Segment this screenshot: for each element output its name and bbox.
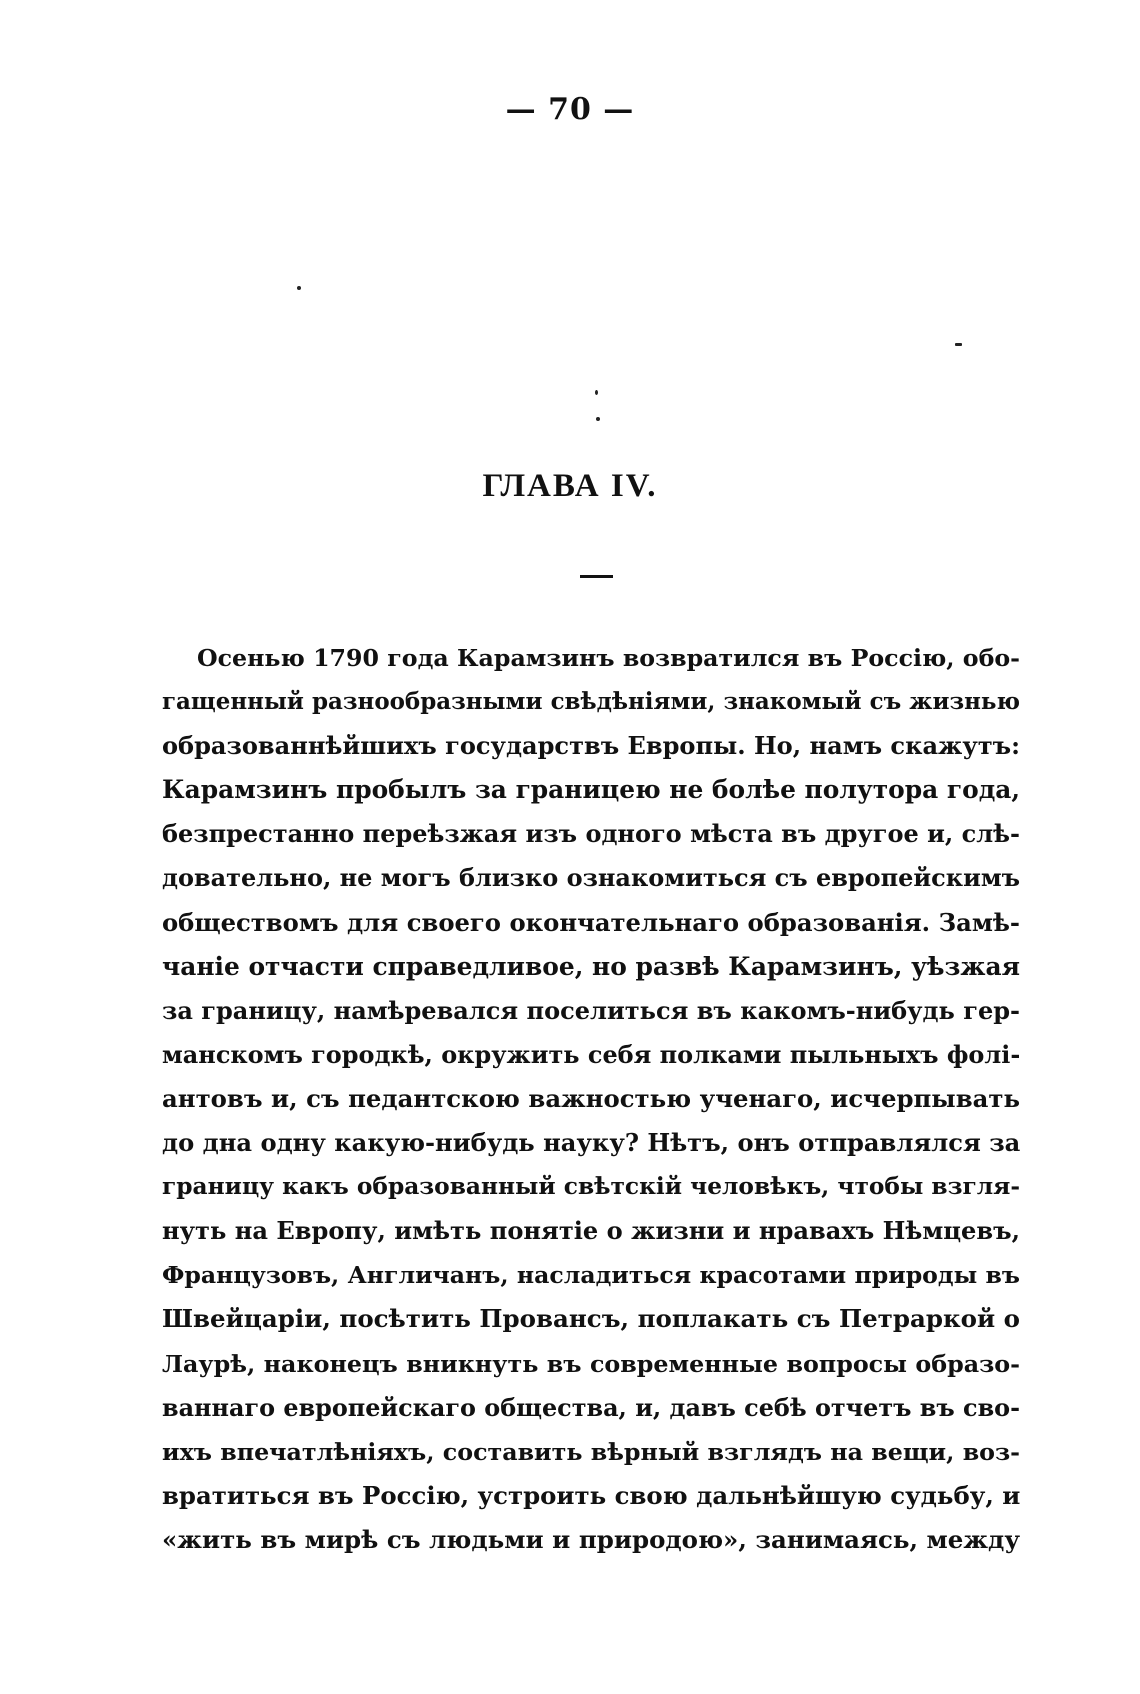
text-line: ваннаго европейскаго общества, и, давъ себѣ отчетъ въ сво- bbox=[162, 1393, 1020, 1422]
text-line: «жить въ мирѣ съ людьми и природою», занимаясь, между bbox=[162, 1524, 1020, 1554]
text-line: Осенью 1790 года Карамзинъ возвратился въ Россію, обо- bbox=[197, 644, 1020, 672]
chapter-title: ГЛАВА IV. bbox=[482, 468, 658, 504]
text-line: Карамзинъ пробылъ за границею не болѣе полутора года, bbox=[162, 775, 1021, 805]
text-line: антовъ и, съ педантскою важностью ученаго, исчерпывать bbox=[162, 1083, 1020, 1113]
text-line: вратиться въ Россію, устроить свою дальнѣйшую судьбу, и bbox=[162, 1480, 1021, 1510]
text-line: довательно, не могъ близко ознакомиться съ европейскимъ bbox=[162, 863, 1021, 893]
text-line: обществомъ для своего окончательнаго образованія. Замѣ- bbox=[162, 907, 1020, 937]
print-speck bbox=[297, 286, 301, 290]
text-line: чаніе отчасти справедливое, но развѣ Карамзинъ, уѣзжая bbox=[162, 951, 1021, 981]
body-paragraph bbox=[162, 636, 1020, 1562]
text-line: Лаурѣ, наконецъ вникнуть въ современные вопросы образо- bbox=[162, 1349, 1020, 1378]
text-line: манскомъ городкѣ, окружить себя полками пыльныхъ фолі- bbox=[162, 1040, 1021, 1069]
text-line: нуть на Европу, имѣть понятіе о жизни и нравахъ Нѣмцевъ, bbox=[162, 1216, 1020, 1246]
text-line: безпрестанно переѣзжая изъ одного мѣста въ другое и, слѣ- bbox=[162, 819, 1020, 849]
print-speck bbox=[595, 390, 598, 395]
text-line: ихъ впечатлѣніяхъ, составить вѣрный взглядъ на вещи, воз- bbox=[162, 1437, 1020, 1466]
text-line: образованнѣйшихъ государствъ Европы. Но, намъ скажутъ: bbox=[162, 731, 1021, 761]
text-line: границу какъ образованный свѣтскій человѣкъ, чтобы взгля- bbox=[162, 1173, 1020, 1201]
text-line: гащенный разнообразными свѣдѣніями, знакомый съ жизнью bbox=[162, 688, 1020, 716]
page-number: — 70 — bbox=[505, 92, 635, 127]
text-line: Швейцаріи, посѣтить Провансъ, поплакать съ Петраркой о bbox=[162, 1304, 1020, 1334]
text-line: Французовъ, Англичанъ, насладиться красотами природы въ bbox=[162, 1261, 1020, 1290]
print-speck bbox=[955, 343, 962, 346]
print-speck bbox=[596, 417, 600, 421]
chapter-rule bbox=[580, 575, 613, 578]
text-line: за границу, намѣревался поселиться въ какомъ-нибудь гер- bbox=[162, 995, 1020, 1025]
text-line: до дна одну какую-нибудь науку? Нѣтъ, онъ отправлялся за bbox=[162, 1128, 1021, 1158]
